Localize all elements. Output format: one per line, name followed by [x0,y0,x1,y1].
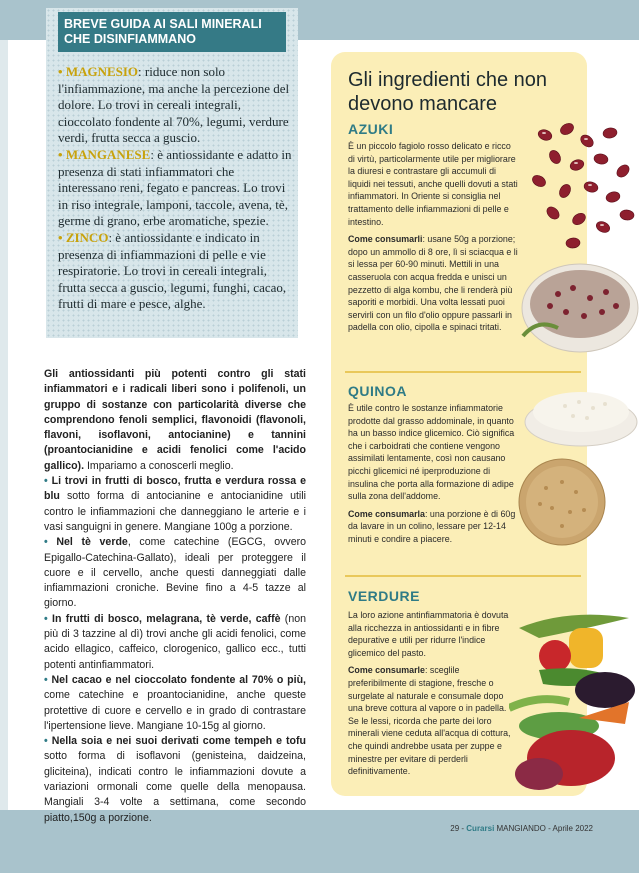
quinoa-how [348,508,518,546]
azuki-beans-image [515,115,639,255]
verdure-text [348,609,518,783]
how-text: : sceglile preferibilmente di stagione, fresche o surgelate al naturale e consumale dopo una breve cottura al vapore o in padella. Se le lessi, ricorda che parte dei loro minerali viene ceduta all'acqua di cottura, che quindi andrebbe usata per zuppe e minestre per evitare di perderli definitivamente. [348,665,511,777]
azuki-text [348,140,518,339]
verdure-how [348,664,518,777]
section-divider [345,371,581,373]
quinoa-text [348,402,518,551]
vegetables-image [509,598,639,798]
mineral-text: : riduce non solo l'infiammazione, ma anche la percezione del dolore. Lo trovi in cereali integrali, cioccolato fondente al 70%, legumi, verdure verdi, frutta secca a guscio. [58,64,290,146]
quinoa-desc: È utile contro le sostanze infiammatorie prodotte dal grasso addominale, in quanto ha un basso indice glicemico. Ciò significa che i carboidrati che contiene vengono assimilati lentamente, così non causano picchi glicemici né iperproduzione di insulina che porta alla formazione di adipe sulla zona dell'addome. [348,403,515,502]
bullet-icon: • [44,612,53,625]
footer-sep: - [459,824,467,833]
bullet-icon: • [44,735,52,748]
item-bold: Li trovi in frutti di bosco, frutta e verdura rossa e blu [44,475,306,503]
azuki-heading: AZUKI [348,121,394,137]
item-text: , come catechine (EGCG, ovvero Epigallo-Catechina-Gallato), ideali per proteggere il cuore e il cervello, anche questi danneggiati dalle infiammazioni croniche. Bevine fino a 4-5 tazze al giorno. [44,536,307,610]
azuki-bowl-image [518,258,639,358]
mineral-name: MAGNESIO [65,64,139,79]
how-text: : usane 50g a porzione; dopo un ammollo di 8 ore, lì si sciacqua e li si lessa per 60-90 minuti. Mettili in una casseruola con acqua fredda e unisci un pezzetto di alga kombu, che li renderà più saporiti e morbidi. Una volta lessati puoi servirli con un filo d'olio oppure passarli in padella con olio, cipolla e spinaci tritati. [348,234,518,333]
footer-brand2: MANGIANDO [494,824,546,833]
list-item [44,474,306,535]
quinoa-bowl-image [515,386,639,448]
panel-title: Gli ingredienti che non devono mancare [348,69,548,115]
intro-bold: Gli antiossidanti più potenti contro gli stati infiammatori e i radicali liberi sono i polifenoli, un gruppo di sostanze con particolarità diverse che comprendono fenoli semplici, flavonoidi (flavonoli, flavoni, isoflavoni, antocianine) e tannini (proantocianidine e acidi fenolici come l'acido gallico). [44,368,306,472]
how-label: Come consumarli [348,234,423,245]
verdure-desc: La loro azione antinfiammatoria è dovuta alla ricchezza in antiossidanti e in fibre depurative e utili per ridurre l'indice glicemico del pasto. [348,610,509,658]
item-text: come catechine e proantocianidine, anche queste protettive di cuore e cervello e in grado di contrastare l'ipertensione lieve. Mangiane 10-15g al giorno. [44,689,306,732]
bullet-icon: • [44,536,57,549]
quinoa-seeds-image [516,452,608,552]
footer-brand: Curarsi [466,824,495,833]
footer-date: - Aprile 2022 [545,824,593,833]
sali-magnesio [58,64,292,147]
quinoa-heading: QUINOA [348,383,407,399]
how-label: Come consumarla [348,508,425,519]
item-bold: In frutti di bosco, melagrana, tè verde, caffè [52,612,281,625]
sali-zinco [58,230,292,313]
bullet-icon: • [58,146,66,162]
azuki-how [348,233,518,334]
item-bold: Nel tè verde [56,536,128,549]
how-label: Come consumarle [348,665,425,676]
bullet-icon: • [58,64,66,79]
intro-rest: Impariamo a conoscerli meglio. [84,459,234,472]
bullet-icon: • [44,475,52,488]
bullet-icon: • [44,673,52,686]
verdure-heading: VERDURE [348,588,420,604]
sali-manganese [58,147,292,230]
item-bold: Nel cacao e nel cioccolato fondente al 70% o più, [51,673,307,686]
list-item [44,734,306,826]
item-bold: Nella soia e nei suoi derivati come tempeh e tofu [51,735,306,748]
list-item [44,535,306,611]
mineral-name: ZINCO [65,229,109,245]
left-strip [0,40,8,810]
page-footer [450,824,593,833]
list-item [44,612,306,673]
sali-body [58,64,292,313]
how-text: : una porzione è di 60g da lavare in un colino, lessare per 12-14 minuti e condire a piacere. [348,508,516,544]
mineral-name: MANGANESE [65,146,151,162]
sali-minerali-box [46,8,298,338]
mineral-text: : è antiossidante e adatto in presenza di stati infiammatori che interessano reni, fegato e pancreas. Lo trovi in riso integrale, lamponi, taccole, avena, tè, germe di grano, erbe aromatiche, spezie. [58,146,292,229]
item-text: sotto forma di antocianine e antocianidine utili contro le infiammazioni che danneggiano le arterie e i vasi sanguigni in genere. Mangiane 100g a porzione. [44,490,306,533]
section-divider [345,575,581,577]
sali-title: BREVE GUIDA AI SALI MINERALI CHE DISINFIAMMANO [58,12,286,52]
azuki-desc: È un piccolo fagiolo rosso delicato e ricco di virtù, particolarmente utile per migliorare la diuresi e contrastare gli accumuli di liquidi nei tessuti, anche quelli dovuti a stati infiammatori. In Oriente si consiglia nel trattamento delle infiammazioni di pelle e intestino. [348,141,518,227]
page-number: 29 [450,824,460,833]
list-item [44,673,306,734]
main-article [44,367,306,826]
item-text: sotto forma di isoflavoni (genisteina, daidzeina, gliciteina), indicati contro le infiammazioni dovute a variazioni ormonali come quelle della menopausa. Mangiali 3-4 volte a settimana, come secondo piatto,150g a porzione. [44,750,306,824]
item-text: (non più di 3 tazzine al dì) trovi anche gli acidi fenolici, come acido ellagico, caffeico, clorogenico, gallico ecc., tutti potenti antinfiammatori. [44,612,307,671]
bullet-icon: • [58,229,66,245]
mineral-text: : è antiossidante e indicato in presenza di infiammazioni di pelle e vie respiratorie. Lo trovi in cereali integrali, frutta secca a guscio, legumi, funghi, cacao, frutti di mare e pesce, alghe. [58,229,287,312]
intro-paragraph [44,367,306,474]
